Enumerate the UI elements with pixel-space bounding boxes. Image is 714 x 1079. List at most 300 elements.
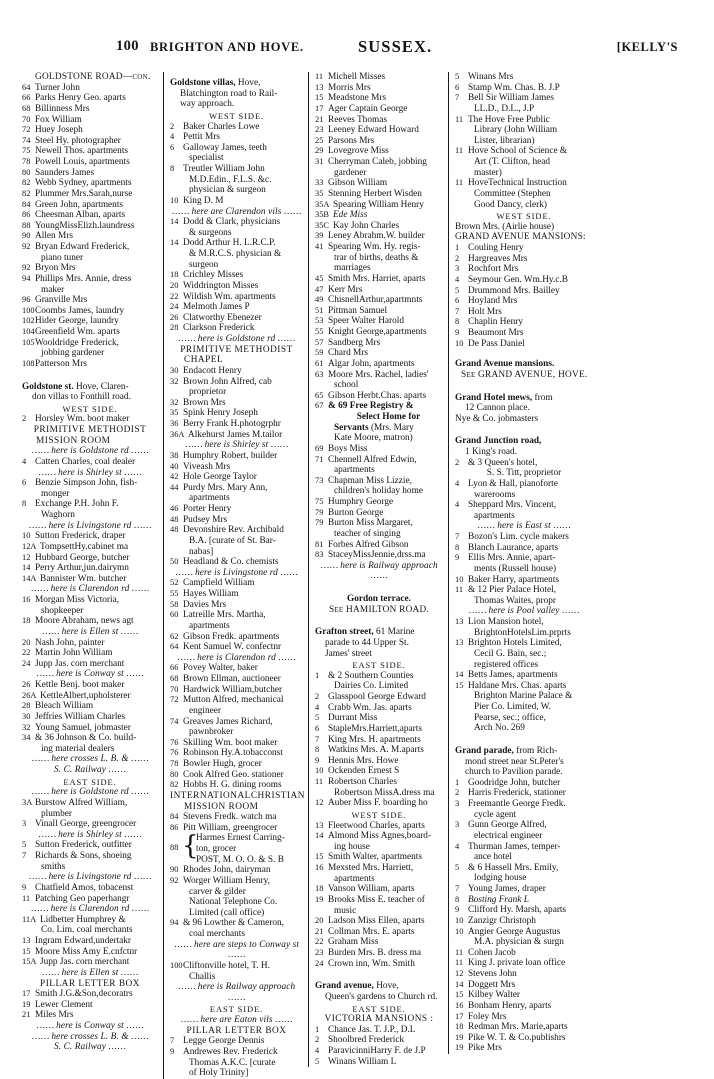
directory-entry bbox=[455, 553, 593, 564]
directory-entry bbox=[315, 540, 443, 551]
directory-entry bbox=[22, 316, 158, 327]
entry-text: & 3 Queen's hotel, bbox=[468, 457, 538, 468]
directory-entry bbox=[170, 398, 303, 409]
entry-number: 11A bbox=[22, 914, 37, 924]
entry-number: 15A bbox=[22, 957, 37, 967]
columns-container bbox=[16, 72, 698, 1079]
entry-number: 50 bbox=[170, 557, 179, 567]
entry-text: Nash John, painter bbox=[35, 637, 105, 648]
cross-street-note bbox=[22, 787, 158, 798]
entry-text: Kent Samuel W. confectnr bbox=[183, 642, 282, 653]
entry-number: 18 bbox=[22, 616, 31, 626]
entry-text: Glasspool George Edward bbox=[328, 692, 426, 702]
directory-entry bbox=[315, 508, 443, 519]
entry-number: 4 bbox=[170, 132, 175, 142]
entry-number: 39 bbox=[315, 231, 324, 241]
leader-dots: …… bbox=[105, 1042, 126, 1053]
entry-number: 23 bbox=[315, 125, 324, 135]
entry-text: Bryon Mrs bbox=[35, 263, 76, 274]
directory-entry bbox=[455, 980, 593, 991]
entry-text: Steel Hy. photographer bbox=[35, 135, 121, 146]
entry-text: Perry Arthur,jun.dairymn bbox=[35, 563, 129, 574]
entry-number: 13 bbox=[22, 936, 31, 945]
cross-street-note-line bbox=[22, 765, 158, 776]
entry-text: Ager Captain George bbox=[328, 103, 408, 114]
entry-number: 35B bbox=[315, 210, 329, 220]
entry-number: 35 bbox=[170, 408, 179, 418]
leader-dots: …… bbox=[129, 584, 150, 595]
entry-number: 62 bbox=[170, 631, 179, 641]
entry-continuation: S. S. Titt, proprietor bbox=[486, 468, 562, 479]
street-extent-line: parade to 44 Upper St. bbox=[325, 637, 409, 648]
directory-entry bbox=[315, 735, 443, 746]
entry-number: 18 bbox=[170, 270, 179, 280]
cross-street-text: here is Clarendon rd bbox=[197, 652, 276, 663]
cross-street-text: here is Shirley st bbox=[58, 829, 122, 840]
entry-text: Moore Miss Amy E.cnfctnr bbox=[35, 946, 138, 957]
directory-entry bbox=[455, 863, 593, 874]
entry-text: Gibson William bbox=[328, 178, 388, 189]
directory-entry bbox=[315, 959, 443, 970]
street-extent: 61 Marine bbox=[373, 627, 415, 638]
entry-text: Bleach William bbox=[35, 701, 94, 712]
entry-text: Humphry George bbox=[328, 497, 394, 507]
street-extent-line: James' street bbox=[325, 648, 372, 659]
directory-entry bbox=[455, 296, 593, 307]
entry-text: Brighton Hotels Limited, bbox=[468, 638, 562, 649]
street-extent-line: Queen's gardens to Church rd. bbox=[325, 991, 438, 1002]
directory-entry bbox=[22, 1000, 158, 1011]
entry-number: 108 bbox=[22, 358, 35, 368]
entry-continuation: Art (T. Clifton, head bbox=[474, 157, 550, 167]
entry-text: Lion Mansion hotel, bbox=[468, 617, 544, 627]
directory-entry bbox=[22, 947, 158, 958]
cross-street-text: here is Goldstone rd bbox=[51, 446, 129, 457]
entry-text: Smith Mrs. Harriet, aparts bbox=[328, 273, 426, 284]
entry-number: 11 bbox=[455, 947, 464, 957]
entry-text: Young Samuel, jobmaster bbox=[35, 722, 131, 733]
directory-entry bbox=[170, 865, 303, 876]
cross-street-note bbox=[22, 968, 158, 979]
street-name: Grafton street, bbox=[315, 627, 374, 638]
entry-continuation: electrical engineer bbox=[474, 830, 543, 841]
entry-text: Plummer Mrs.Sarah,nurse bbox=[35, 188, 133, 199]
entry-continuation: Brighton Marine Palace & bbox=[474, 691, 573, 702]
street-extent-line: mond street near St.Peter's bbox=[465, 756, 564, 767]
entry-number: 25 bbox=[315, 135, 324, 145]
cross-street-text: here is Railway approach bbox=[197, 982, 296, 993]
entry-number: 57 bbox=[315, 337, 324, 347]
cross-street-note bbox=[22, 872, 158, 883]
directory-entry bbox=[22, 115, 158, 126]
leader-dots: …… bbox=[118, 967, 139, 978]
entry-continuation: Limited (call office) bbox=[189, 907, 265, 918]
entry-text: Burstow Alfred William, bbox=[35, 797, 128, 808]
leader-dots: …… bbox=[36, 1021, 57, 1031]
entry-number: 26 bbox=[22, 680, 31, 689]
entry-number: 32 bbox=[170, 397, 179, 407]
directory-entry bbox=[455, 884, 593, 895]
cross-street-note bbox=[170, 653, 303, 664]
entry-number: 76 bbox=[170, 737, 179, 747]
entry-text: Kettle Benj. boot maker bbox=[35, 680, 125, 690]
directory-line: Nye & Co. jobmasters bbox=[455, 413, 539, 424]
entry-continuation-bold: Select Home for bbox=[356, 412, 421, 422]
directory-entry bbox=[315, 327, 443, 338]
entry-number: 28 bbox=[22, 701, 31, 711]
entry-number: 29 bbox=[315, 146, 324, 156]
directory-entry bbox=[455, 83, 593, 94]
entry-text: Widdrington Misses bbox=[183, 280, 259, 291]
directory-entry bbox=[315, 518, 443, 529]
entry-text: Brown John Alfred, cab bbox=[183, 376, 272, 387]
entry-text: Ockenden Ernest S bbox=[328, 766, 400, 777]
directory-entry bbox=[315, 104, 443, 115]
entry-number: 80 bbox=[170, 769, 179, 779]
entry-number: 8 bbox=[455, 894, 460, 904]
entry-text: Patching Geo paperhangr bbox=[35, 893, 130, 904]
entry-number: 52 bbox=[170, 578, 179, 588]
entry-text: Chance Jas. T. J.P., D.L bbox=[328, 1024, 416, 1035]
entry-text: Cliftonville hotel, T. H. bbox=[183, 960, 270, 971]
directory-entry bbox=[170, 483, 303, 494]
entry-text: Brown Mrs bbox=[183, 397, 226, 408]
entry-text-bold: Servants bbox=[334, 422, 371, 433]
directory-entry bbox=[22, 701, 158, 712]
entry-text: Worger William Henry, bbox=[183, 875, 271, 886]
entry-text: Chatfield Amos, tobacenst bbox=[35, 882, 134, 893]
entry-continuation: of Holy Trinity] bbox=[189, 1068, 249, 1079]
directory-entry bbox=[455, 905, 593, 916]
directory-entry bbox=[22, 798, 158, 809]
entry-continuation: Co. Lim. coal merchants bbox=[41, 925, 133, 936]
directory-entry bbox=[22, 1010, 158, 1021]
entry-number: 17 bbox=[22, 989, 31, 999]
leader-dots: …… bbox=[118, 626, 139, 637]
entry-text: Gibson Fredk. apartments bbox=[183, 631, 280, 642]
directory-entry bbox=[170, 313, 303, 324]
entry-number: 69 bbox=[315, 443, 324, 453]
entry-number: 5 bbox=[455, 72, 460, 81]
leader-dots: …… bbox=[123, 669, 144, 680]
entry-text: Hardwick William,butcher bbox=[183, 684, 283, 695]
directory-entry bbox=[455, 458, 593, 469]
directory-entry bbox=[22, 189, 158, 200]
directory-entry bbox=[22, 936, 158, 947]
entry-text: Sutton Frederick, draper bbox=[35, 531, 126, 542]
entry-continuation: Committee (Stephen bbox=[474, 188, 551, 199]
directory-entry bbox=[455, 1001, 593, 1012]
leader-dots: …… bbox=[177, 982, 198, 993]
entry-text: Cheesman Alban, aparts bbox=[35, 210, 126, 221]
cross-street-text: S. C. Railway bbox=[54, 765, 106, 775]
entry-text: Greaves James Richard, bbox=[183, 716, 273, 727]
entry-number: 72 bbox=[22, 125, 31, 135]
entry-number: 84 bbox=[22, 199, 31, 209]
leader-dots: …… bbox=[370, 571, 388, 582]
entry-number: 64 bbox=[22, 82, 31, 92]
entry-text: Legge George Dennis bbox=[183, 1036, 265, 1047]
institution-name-line: CHAPEL bbox=[184, 355, 224, 366]
entry-text: Billinness Mrs bbox=[35, 103, 90, 114]
entry-text: The Hove Free Public bbox=[468, 114, 550, 125]
entry-text: Shoolbred Frederick bbox=[328, 1035, 405, 1046]
entry-text: Baker Charles Lowe bbox=[183, 121, 260, 132]
directory-entry bbox=[170, 122, 303, 133]
entry-text: Stamp Wm. Chas. B. J.P bbox=[468, 82, 560, 93]
entry-text: Huey Joseph bbox=[35, 125, 83, 136]
directory-entry bbox=[170, 1036, 303, 1047]
entry-number: 9 bbox=[315, 755, 320, 765]
leader-dots: …… bbox=[31, 446, 52, 457]
entry-continuation: cycle agent bbox=[474, 809, 517, 820]
entry-number: 38 bbox=[170, 450, 179, 460]
entry-number: 22 bbox=[22, 648, 31, 658]
entry-number: 18 bbox=[315, 884, 324, 894]
directory-entry bbox=[455, 264, 593, 275]
leader-dots: …… bbox=[184, 440, 205, 451]
institution-name-line: MISSION ROOM bbox=[36, 435, 111, 446]
cross-street-note bbox=[22, 468, 158, 479]
entry-number: 24 bbox=[315, 958, 324, 968]
entry-number: 36A bbox=[170, 429, 185, 439]
entry-text: Hayes William bbox=[183, 589, 239, 599]
entry-continuation: & M.R.C.S. physician & bbox=[189, 249, 282, 259]
institution-name: VICTORIA MANSIONS : bbox=[324, 1014, 434, 1025]
directory-entry bbox=[315, 756, 443, 767]
entry-number: 26 bbox=[170, 312, 179, 322]
entry-number: 70 bbox=[22, 114, 31, 124]
directory-entry bbox=[315, 1046, 443, 1057]
directory-entry bbox=[22, 104, 158, 115]
entry-number: 61 bbox=[315, 358, 324, 368]
directory-entry bbox=[22, 136, 158, 147]
cross-street-text: here crosses L. B. & bbox=[51, 754, 129, 765]
entry-continuation: piano tuner bbox=[41, 252, 84, 263]
entry-number: 24 bbox=[22, 658, 31, 668]
entry-continuation: & surgeons bbox=[189, 227, 232, 238]
directory-entry bbox=[315, 200, 443, 211]
entry-number: 79 bbox=[315, 518, 324, 528]
entry-number: 4 bbox=[455, 841, 460, 851]
directory-entry bbox=[170, 132, 303, 143]
directory-entry bbox=[170, 642, 303, 653]
cross-street-text: here is Goldstone rd bbox=[197, 334, 276, 344]
entry-text: Speer Walter Harold bbox=[328, 316, 405, 327]
street-name: Grand Junction road, bbox=[455, 436, 542, 447]
leader-dots: …… bbox=[550, 521, 571, 532]
entry-continuation: pawnbroker bbox=[189, 727, 234, 738]
entry-text: Stevens John bbox=[468, 969, 517, 979]
cross-street-note bbox=[22, 669, 158, 680]
entry-number: 6 bbox=[170, 142, 175, 152]
entry-number: 11 bbox=[315, 72, 324, 81]
leader-dots: …… bbox=[275, 652, 296, 663]
entry-text: Berry Frank H.photogrphr bbox=[183, 419, 281, 429]
cross-street-note bbox=[22, 584, 158, 595]
directory-entry bbox=[315, 136, 443, 147]
entry-text: Gunn George Alfred, bbox=[468, 820, 547, 831]
entry-number: 86 bbox=[170, 822, 179, 832]
entry-text: Gibson Herbt.Chas. aparts bbox=[328, 390, 427, 401]
entry-continuation: Waghorn bbox=[41, 510, 75, 520]
entry-number: 2 bbox=[455, 457, 460, 467]
directory-entry bbox=[22, 327, 158, 338]
directory-entry bbox=[315, 766, 443, 777]
entry-number: 48 bbox=[170, 514, 179, 524]
entry-number: 51 bbox=[315, 305, 324, 315]
entry-number: 81 bbox=[315, 539, 324, 549]
entry-number: 1 bbox=[315, 670, 320, 680]
entry-continuation-bold bbox=[315, 423, 443, 434]
cross-street-text: here is Conway st bbox=[56, 1021, 124, 1031]
entry-text: Bozon's Lim. cycle makers bbox=[468, 532, 569, 542]
entry-text: Pettit Mrs bbox=[183, 132, 220, 143]
entry-number: 45 bbox=[315, 273, 324, 283]
entry-number: 6 bbox=[455, 296, 460, 306]
entry-text: Wildish Wm. apartments bbox=[183, 291, 276, 302]
cross-street-text: here is Shirley st bbox=[58, 467, 122, 478]
directory-entry bbox=[22, 595, 158, 606]
entry-text: Lovegrove Miss bbox=[328, 146, 389, 157]
directory-entry bbox=[455, 328, 593, 339]
entry-text: Purdy Mrs. Mary Ann, bbox=[183, 482, 268, 493]
entry-number: 32 bbox=[170, 376, 179, 386]
leader-dots: …… bbox=[277, 567, 298, 578]
entry-number: 7 bbox=[170, 1036, 175, 1046]
entry-continuation: ance hotel bbox=[474, 852, 512, 863]
cross-street-note bbox=[455, 606, 593, 617]
directory-entry bbox=[315, 359, 443, 370]
entry-text: Thurman James, temper- bbox=[468, 841, 561, 852]
directory-entry bbox=[22, 168, 158, 179]
entry-number: 44 bbox=[170, 482, 179, 492]
directory-entry bbox=[22, 338, 158, 349]
entry-text: Holt Mrs bbox=[468, 306, 502, 317]
entry-number: 10 bbox=[455, 915, 464, 925]
entry-text: Jupp Jas. corn merchant bbox=[40, 957, 130, 968]
leader-dots: …… bbox=[41, 626, 62, 637]
entry-continuation: gardener bbox=[334, 167, 367, 178]
leader-dots: …… bbox=[177, 652, 198, 663]
directory-entry bbox=[22, 648, 158, 659]
entry-text: ParavicinniHarry F. de J.P bbox=[328, 1046, 426, 1056]
section-heading: GOLDSTONE ROAD—con. bbox=[35, 72, 151, 82]
directory-entry bbox=[455, 788, 593, 799]
entry-number: 41 bbox=[315, 242, 324, 251]
entry-number: 8 bbox=[22, 499, 27, 509]
directory-entry bbox=[170, 164, 303, 175]
entry-number: 10 bbox=[455, 338, 464, 348]
entry-number: 7 bbox=[22, 851, 27, 860]
cross-street-note bbox=[315, 561, 443, 582]
directory-entry bbox=[22, 221, 158, 232]
directory-entry bbox=[315, 125, 443, 136]
entry-text: Collman Mrs. E. aparts bbox=[328, 926, 415, 937]
entry-text: De Pass Daniel bbox=[468, 338, 525, 349]
directory-entry bbox=[315, 745, 443, 756]
entry-text: Watkins Mrs. A. M.aparts bbox=[328, 745, 424, 756]
street-extent: Hove, bbox=[235, 78, 261, 88]
directory-entry bbox=[22, 531, 158, 542]
street-name: Grand avenue, bbox=[315, 981, 374, 992]
entry-text: Catten Charles, coal dealer bbox=[35, 456, 136, 467]
entry-text: Skilling Wm. boot maker bbox=[183, 737, 278, 748]
entry-text: Phillips Mrs. Annie, dress bbox=[35, 273, 132, 284]
directory-entry bbox=[170, 504, 303, 515]
entry-text: Michell Misses bbox=[328, 72, 386, 82]
directory-entry bbox=[455, 479, 593, 490]
directory-entry bbox=[315, 316, 443, 327]
entry-number: 78 bbox=[170, 759, 179, 768]
directory-entry bbox=[22, 125, 158, 136]
directory-entry bbox=[455, 670, 593, 681]
street-extent: Hove, Claren- bbox=[73, 381, 129, 392]
entry-text: Alkehurst James M.tailor bbox=[188, 429, 283, 440]
entry-text: Brooks Miss E. teacher of bbox=[328, 894, 425, 905]
entry-text: Coombs James, laundry bbox=[35, 305, 125, 316]
street-extent: Hove, bbox=[373, 981, 399, 992]
entry-number: 24 bbox=[170, 302, 179, 312]
cross-street-text: here is Shirley st bbox=[204, 440, 269, 451]
braced-entry-line: POST, M. O. O. & S. B bbox=[196, 854, 284, 865]
entry-continuation: Challis bbox=[189, 971, 216, 982]
entry-text: Hennis Mrs. Howe bbox=[328, 755, 399, 766]
cross-street-note-line bbox=[22, 1042, 158, 1053]
entry-continuation: marriages bbox=[334, 263, 371, 274]
entry-text: Durrant Miss bbox=[328, 713, 378, 724]
street-heading bbox=[170, 78, 303, 89]
entry-text: Melmoth James P bbox=[183, 302, 250, 313]
institution-name: PILLAR LETTER BOX bbox=[40, 978, 140, 989]
entry-continuation: Lister, librarian) bbox=[474, 135, 535, 146]
directory-entry bbox=[315, 863, 443, 874]
leader-dots: …… bbox=[281, 206, 302, 217]
institution-name-line: MISSION ROOM bbox=[184, 801, 259, 812]
directory-entry bbox=[455, 286, 593, 297]
side-label: EAST SIDE. bbox=[209, 1004, 264, 1015]
entry-number: 55 bbox=[170, 589, 179, 598]
directory-entry bbox=[170, 143, 303, 154]
entry-number: 92 bbox=[22, 263, 31, 273]
entry-text: Bannister Wm. butcher bbox=[40, 573, 127, 584]
entry-number: 82 bbox=[170, 780, 179, 790]
entry-number: 88 bbox=[170, 843, 179, 853]
braced-entry bbox=[170, 833, 303, 865]
leader-dots: …… bbox=[123, 1021, 144, 1031]
entry-continuation: specialist bbox=[189, 153, 224, 164]
directory-entry bbox=[455, 146, 593, 157]
entry-text: Galloway James, teeth bbox=[183, 142, 267, 153]
directory-entry bbox=[455, 575, 593, 586]
entry-number: 2 bbox=[22, 414, 27, 424]
entry-number: 79 bbox=[315, 507, 324, 517]
entry-text: Pittman Samuel bbox=[328, 305, 388, 316]
entry-number: 1 bbox=[455, 777, 460, 787]
place-heading: Grand Avenue mansions. bbox=[455, 359, 555, 370]
entry-number: 3 bbox=[455, 820, 460, 830]
entry-number: 1 bbox=[455, 243, 460, 252]
entry-number: 68 bbox=[170, 674, 179, 683]
spacer bbox=[315, 582, 443, 588]
entry-text: Bowler Hugh, grocer bbox=[183, 759, 262, 769]
directory-entry bbox=[315, 798, 443, 809]
entry-number: 22 bbox=[170, 291, 179, 301]
entry-text: Reeves Thomas bbox=[328, 114, 387, 125]
entry-number: 14 bbox=[455, 979, 464, 989]
entry-number: 100 bbox=[22, 305, 35, 315]
directory-entry bbox=[22, 83, 158, 94]
